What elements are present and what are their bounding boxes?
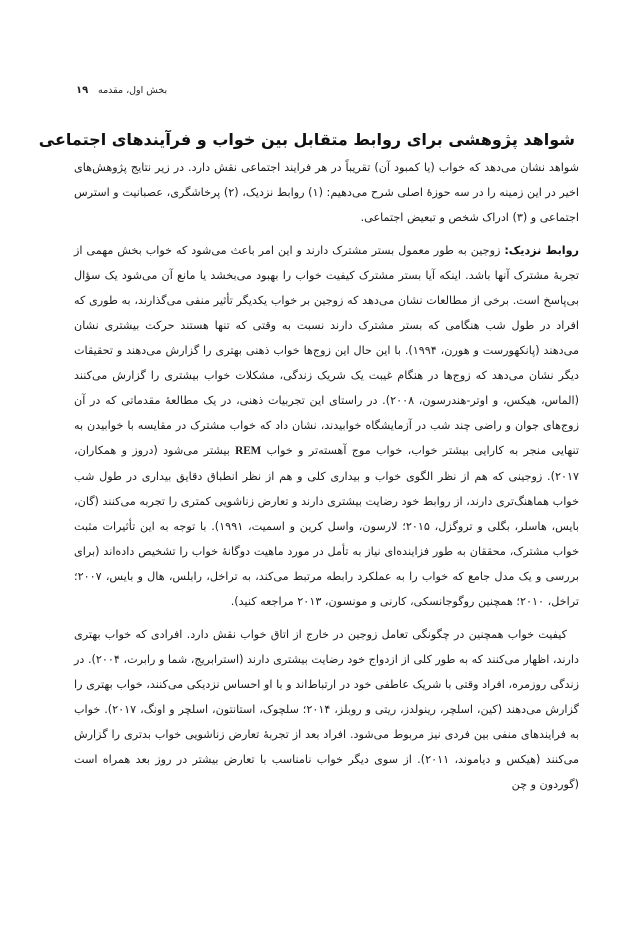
- paragraph-sleep-quality: کیفیت خواب همچنین در چگونگی تعامل زوجین در خارج از اتاق خواب نقش دارد. افرادی که خواب بهتری دارند، اظهار می‌کنند که به طور کلی از ازدواج خود رضایت بیشتری دارند (استرابریج، شما و رابرت، ۲۰۰۴). در زندگی روزمره، افراد وقتی با شریک عاطفی خود در ارتباط‌اند و با او احساس نزدیکی می‌کنند، خواب بهتری را گزارش می‌دهند (کین، اسلچر، رینولدز، ریتی و روبلز، ۲۰۱۴؛ سلچوک، استانتون، اسلچر و اونگ، ۲۰۱۷). خواب به فرایندهای منفی بین فردی نیز مربوط می‌شود. افراد بعد از تجربهٔ تعارض زناشویی خواب بدتری را گزارش می‌کنند (هیکس و دیاموند، ۲۰۱۱). از سوی دیگر خواب نامناسب با تعارض بیشتر در روز بعد همراه است (گوردون و چن: [74, 628, 579, 791]
- paragraph-close-relationships-text-2: بیشتر می‌شود (دروز و همکاران، ۲۰۱۷). زوجینی که هم از نظر الگوی خواب و بیداری کلی و هم از نظر انطباق دقایق بیداری در طول شب خواب هماهنگ‌تری دارند، از روابط خود رضایت بیشتری دارند و تعارض زناشویی کمتری را تجربه می‌کنند (گان، بایس، هاسلر، بگلی و تروگزل، ۲۰۱۵؛ لارسون، واسل کرین و اسمیت، ۱۹۹۱). با توجه به این تأثیرات مثبت خواب مشترک، محققان به طور فزاینده‌ای نیاز به تأمل در مورد ماهیت دوگانهٔ خواب را تشخیص داده‌اند (برای بررسی و یک مدل جامع که خواب را به عملکرد رابطه مرتبط می‌کند، به تراخل، رابلس، هال و بایس، ۲۰۰۷؛ تراخل، ۲۰۱۰؛ همچنین روگوجانسکی، کارنی و مونسون، ۲۰۱۳ مراجعه کنید).: [74, 444, 579, 608]
- term-close-relationships: روابط نزدیک:: [504, 244, 579, 257]
- paragraph-close-relationships-text-1: زوجین به طور معمول بستر مشترک دارند و این امر باعث می‌شود که خواب بخش مهمی از تجربهٔ مشترک آنها باشد. اینکه آیا بستر مشترک کیفیت خواب را بهبود می‌بخشد یا مانع آن می‌شود یک سؤال بی‌پاسخ است. برخی از مطالعات نشان می‌دهد که زوجین بر خواب یکدیگر تأثیر منفی می‌گذارند، به طوری که افراد در طول شب هنگامی که بستر مشترک دارند نسبت به وقتی که تنها هستند حرکت بیشتری نشان می‌دهند (پانکهورست و هورن، ۱۹۹۴). با این حال این زوج‌ها خواب ذهنی بهتری را گزارش می‌دهند و تحقیقات دیگر نشان می‌دهد که زوج‌ها در هنگام غیبت یک شریک زندگی، مشکلات خواب بیشتری را گزارش می‌کنند (الماس، هیکس، و اوتر-هندرسون، ۲۰۰۸). در راستای این تجربیات ذهنی، در یک مطالعهٔ مقدماتی که در آن زوج‌های جوان و راضی چند شب در آزمایشگاه خوابیدند، نشان داد که خواب مشترک در مقایسه با خوابیدن به تنهایی منجر به کارایی بیشتر خواب، خواب موج آهسته‌تر و خواب: [74, 244, 579, 457]
- running-header: [74, 85, 579, 101]
- book-page: [38, 0, 579, 926]
- rem-abbreviation: REM: [235, 445, 262, 457]
- body-text: [74, 155, 579, 797]
- paragraph-intro: شواهد نشان می‌دهد که خواب (یا کمبود آن) تقریباً در هر فرایند اجتماعی نقش دارد. در زیر نتایج پژوهش‌های اخیر در این زمینه را در سه حوزهٔ اصلی شرح می‌دهیم: (۱) روابط نزدیک، (۲) پرخاشگری، عصبانیت و استرس اجتماعی و (۳) ادراک شخص و تبعیض اجتماعی.: [74, 161, 579, 224]
- paragraph-close-relationships: [74, 238, 579, 614]
- page-number: ۱۹: [76, 85, 89, 96]
- section-title: شواهد پژوهشی برای روابط متقابل بین خواب و فرآیندهای اجتماعی: [38, 130, 575, 150]
- running-header-section-label: بخش اول، مقدمه: [98, 85, 168, 96]
